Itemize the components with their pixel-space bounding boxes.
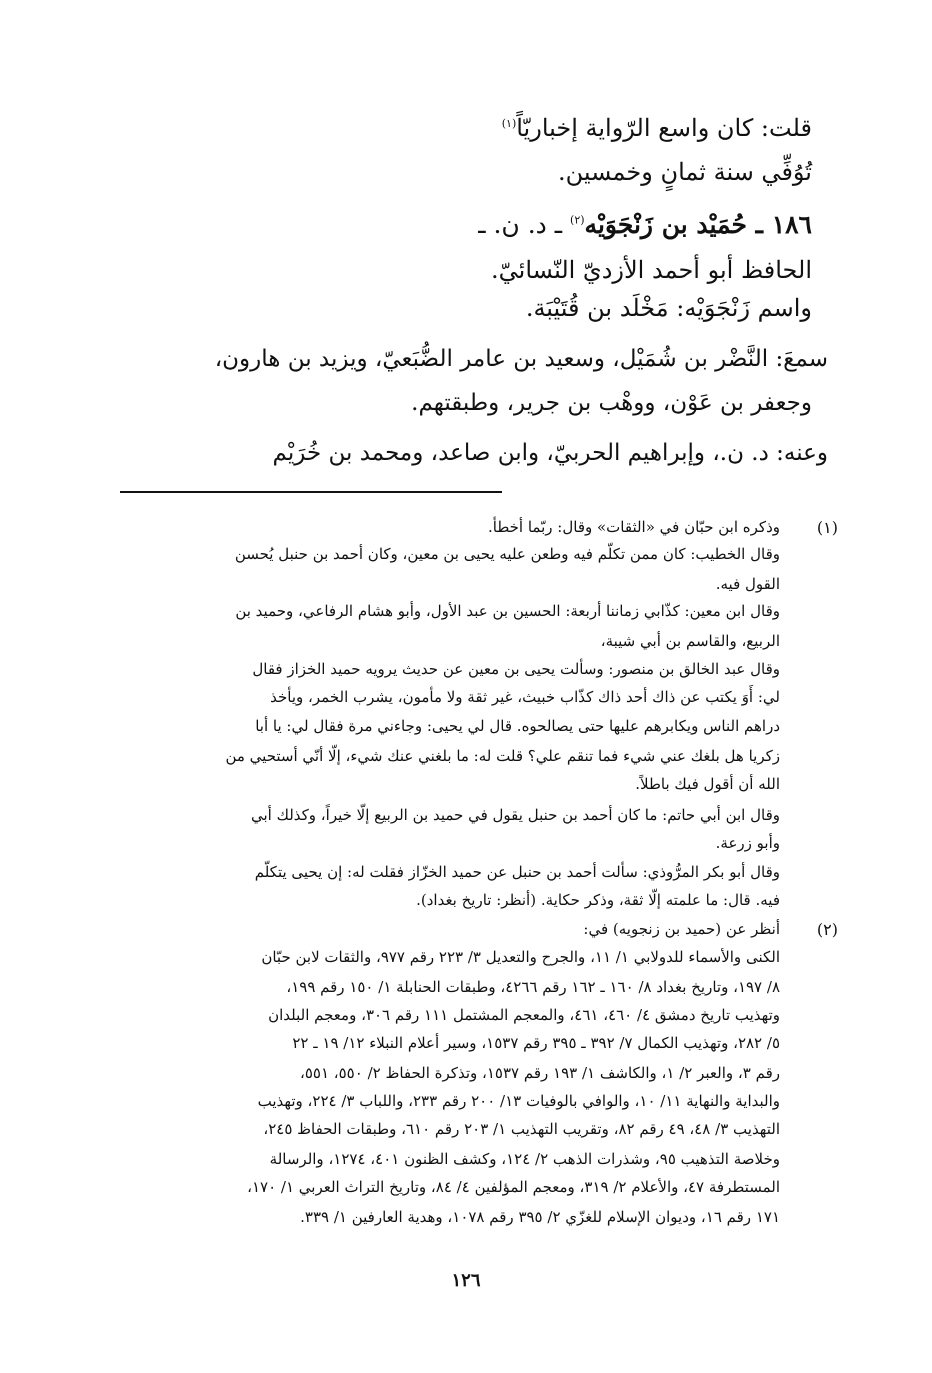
- entry-title: ١٨٦ ـ حُمَيْد بن زَنْجَوَيْه: [584, 210, 812, 239]
- footnote-line: فيه. قال: ما علمته إلّا ثقة، وذكر حكاية. (أنظر: تاريخ بغداد).: [416, 891, 780, 909]
- footnote-number-1: (١): [816, 518, 838, 537]
- footnote-line: أنظر عن (حميد بن زنجويه) في:: [583, 920, 780, 938]
- main-text: قلت: كان واسع الرّواية إخباريّاً: [516, 114, 812, 142]
- footnote-line: الله أن أقول فيك باطلاً.: [635, 775, 780, 793]
- footnote-line: القول فيه.: [715, 575, 780, 593]
- footnote-line: دراهم الناس ويكابرهم عليها حتى يصالحوه. قال لي يحيى: وجاءني مرة فقال لي: يا أبا: [255, 717, 780, 735]
- footnote-line: وقال ابن معين: كذّابي زماننا أربعة: الحسين بن عبد الأول، وأبو هشام الرفاعي، وحميد بن: [235, 602, 780, 620]
- footnote-number-2: (٢): [816, 920, 838, 939]
- footnote-line: ٥/ ٢٨٢، وتهذيب الكمال ٧/ ٣٩٢ ـ ٣٩٥ رقم ١٥٣٧، وسير أعلام النبلاء ١٢/ ١٩ ـ ٢٢: [292, 1034, 780, 1052]
- main-line-2: تُوُفِّي سنة ثمانٍ وخمسين.: [557, 158, 812, 186]
- footnote-line: وأبو زرعة.: [715, 834, 780, 852]
- footnote-line: رقم ٣، والعبر ٢/ ١، والكاشف ١/ ١٩٣ رقم ١٥٣٧، وتذكرة الحفاظ ٢/ ٥٥٠، ٥٥١،: [300, 1064, 780, 1082]
- footnote-separator: [120, 491, 502, 493]
- footnote-line: الربيع، والقاسم بن أبي شيبة،: [600, 632, 780, 650]
- main-line-4: الحافظ أبو أحمد الأزديّ النّسائيّ.: [491, 256, 812, 284]
- footnote-line: التهذيب ٣/ ٤٨، ٤٩ رقم ٨٢، وتقريب التهذيب ١/ ٢٠٣ رقم ٦١٠، وطبقات الحفاظ ٢٤٥،: [263, 1120, 780, 1138]
- footnote-line: والبداية والنهاية ١١/ ١٠، والوافي بالوفيات ١٣/ ٢٠٠ رقم ٢٣٣، واللباب ٣/ ٢٢٤، وتهذيب: [257, 1092, 780, 1110]
- footnote-line: زكريا هل بلغك عني شيء فما تنقم علي؟ قلت له: ما بلغني عنك شيء، إلّا أنّي أستحيي من: [225, 747, 780, 765]
- footnote-ref: (٢): [570, 213, 585, 227]
- entry-heading: [478, 212, 812, 237]
- footnote-line: وقال الخطيب: كان ممن تكلّم فيه وطعن عليه يحيى بن معين، وكان أحمد بن حنبل يُحسن: [234, 545, 780, 563]
- footnote-line: وقال أبو بكر المرُّوذي: سألت أحمد بن حنبل عن حميد الخزّاز فقلت له: إن يحيى يتكلّم: [254, 863, 780, 881]
- main-line-6: سمعَ: النَّضْر بن شُمَيْل، وسعيد بن عامر الضُّبَعيّ، ويزيد بن هارون،: [214, 346, 828, 372]
- footnote-line: وذكره ابن حبّان في «الثقات» وقال: ربّما أخطأ.: [488, 518, 780, 536]
- footnote-line: وتهذيب تاريخ دمشق ٤/ ٤٦٠، ٤٦١، والمعجم المشتمل ١١١ رقم ٣٠٦، ومعجم البلدان: [268, 1006, 780, 1024]
- footnote-line: المستطرفة ٤٧، والأعلام ٢/ ٣١٩، ومعجم المؤلفين ٤/ ٨٤، وتاريخ التراث العربي ١/ ١٧٠،: [247, 1178, 780, 1196]
- footnote-line: ١٧١ رقم ١٦، وديوان الإسلام للغزّي ٢/ ٣٩٥ رقم ١٠٧٨، وهدية العارفين ١/ ٣٣٩.: [300, 1208, 780, 1226]
- entry-sigla: ـ د. ن. ـ: [478, 210, 571, 239]
- footnote-line: وخلاصة التذهيب ٩٥، وشذرات الذهب ٢/ ١٢٤، وكشف الظنون ٤٠١، ١٢٧٤، والرسالة: [269, 1150, 780, 1168]
- footnote-line: الكنى والأسماء للدولابي ١/ ١١، والجرح والتعديل ٣/ ٢٢٣ رقم ٩٧٧، والثقات لابن حبّان: [261, 948, 780, 966]
- main-line-1: [502, 116, 812, 140]
- footnote-line: وقال ابن أبي حاتم: ما كان أحمد بن حنبل يقول في حميد بن الربيع إلّا خيراً، وكذلك أبي: [250, 806, 780, 824]
- main-line-5: واسم زَنْجَوَيْه: مَخْلَد بن قُتَيْبَة.: [525, 294, 812, 322]
- main-line-8: وعنه: د. ن.، وإبراهيم الحربيّ، وابن صاعد، ومحمد بن خُرَيْم: [272, 440, 828, 466]
- footnote-ref: (١): [501, 117, 517, 130]
- footnote-line: لي: أَوَ يكتب عن ذاك أحد ذاك كذّاب خبيث، غير ثقة ولا مأمون، يشرب الخمر، ويأخذ: [270, 688, 780, 706]
- page-number: ١٢٦: [451, 1270, 481, 1291]
- footnote-line: ٨/ ١٩٧، وتاريخ بغداد ٨/ ١٦٠ ـ ١٦٢ رقم ٤٢٦٦، وطبقات الحنابلة ١/ ١٥٠ رقم ١٩٩،: [286, 978, 780, 996]
- main-line-7: وجعفر بن عَوْن، ووهْب بن جرير، وطبقتهم.: [411, 390, 812, 416]
- footnote-line: وقال عبد الخالق بن منصور: وسألت يحيى بن معين عن حديث يرويه حميد الخزاز فقال: [252, 660, 780, 678]
